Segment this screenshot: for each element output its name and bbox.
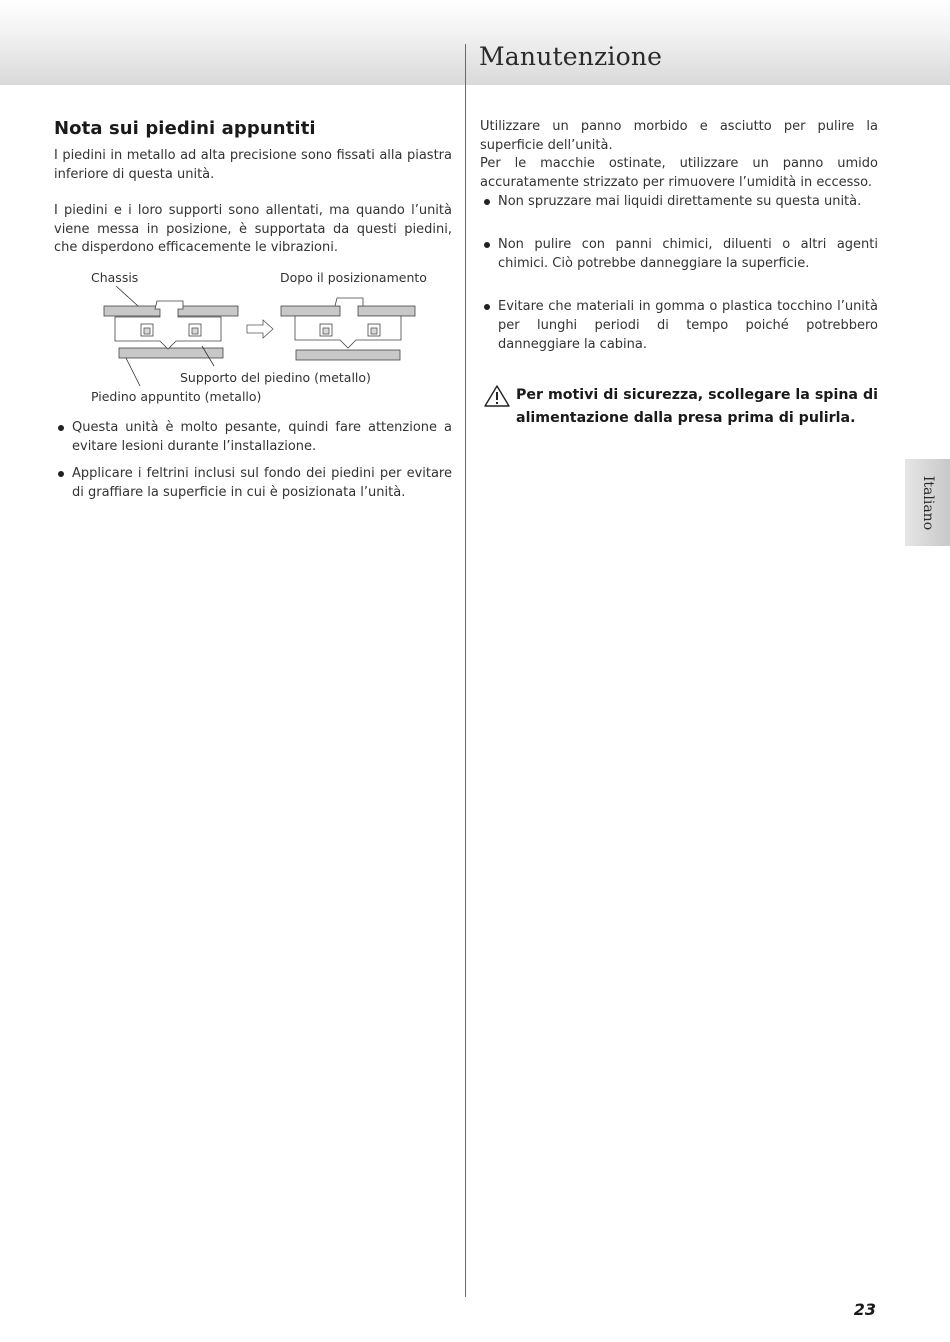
language-tab: [905, 459, 950, 546]
list-item: [480, 297, 878, 354]
label-chassis: Chassis: [91, 269, 139, 285]
bullet-icon: [58, 471, 64, 477]
arrow-right-icon: [247, 320, 273, 338]
subsection-heading: Nota sui piedini appuntiti: [54, 118, 316, 139]
installation-notes-list: [54, 418, 452, 502]
intro-paragraph: I piedini in metallo ad alta precisione sono fissati alla piastra inferiore di questa unità.: [54, 148, 452, 182]
warning-text: Per motivi di sicurezza, scollegare la spina di alimentazione dalla presa prima di pulirla.: [516, 387, 878, 426]
stains-paragraph: Per le macchie ostinate, utilizzare un panno umido accuratamente strizzato per rimuovere l’umidità in eccesso.: [480, 156, 878, 190]
label-after-positioning: Dopo il posizionamento: [280, 269, 427, 285]
bullet-icon: [484, 242, 490, 248]
cleaning-notes-list: [480, 192, 878, 354]
list-item-text: Non pulire con panni chimici, diluenti o altri agenti chimici. Ciò potrebbe danneggiare la superficie.: [498, 237, 878, 271]
list-item: [480, 192, 878, 211]
bullet-icon: [484, 199, 490, 205]
safety-warning: [480, 384, 878, 430]
label-foot-support: Supporto del piedino (metallo): [180, 369, 371, 385]
list-item-text: Applicare i feltrini inclusi sul fondo dei piedini per evitare di graffiare la superficie in cui è posizionata l’unità.: [72, 465, 452, 500]
list-item-text: Non spruzzare mai liquidi direttamente su questa unità.: [498, 194, 862, 209]
bullet-icon: [484, 304, 490, 310]
bullet-icon: [58, 425, 64, 431]
language-label: Italiano: [919, 475, 936, 530]
right-column: [480, 118, 878, 430]
spiked-feet-diagram: [54, 268, 452, 418]
list-item: [54, 418, 452, 456]
support-paragraph: I piedini e i loro supporti sono allentati, ma quando l’unità viene messa in posizione, è supportata da questi piedini, che disperdono efficacemente le vibrazioni.: [54, 203, 452, 255]
list-item: [480, 235, 878, 273]
column-divider: [465, 44, 466, 1297]
cleaning-paragraph: Utilizzare un panno morbido e asciutto per pulire la superficie dell’unità.: [480, 119, 878, 153]
section-title: Manutenzione: [479, 42, 663, 71]
list-item: [54, 464, 452, 502]
list-item-text: Evitare che materiali in gomma o plastica tocchino l’unità per lunghi periodi di tempo poiché potrebbero danneggiare la cabina.: [498, 299, 878, 352]
page-number: 23: [853, 1300, 876, 1319]
list-item-text: Questa unità è molto pesante, quindi fare attenzione a evitare lesioni durante l’installazione.: [72, 419, 452, 454]
header-band: [0, 0, 950, 85]
left-column: [54, 118, 452, 502]
label-spiked-foot: Piedino appuntito (metallo): [91, 388, 262, 404]
warning-triangle-icon: [484, 385, 510, 407]
